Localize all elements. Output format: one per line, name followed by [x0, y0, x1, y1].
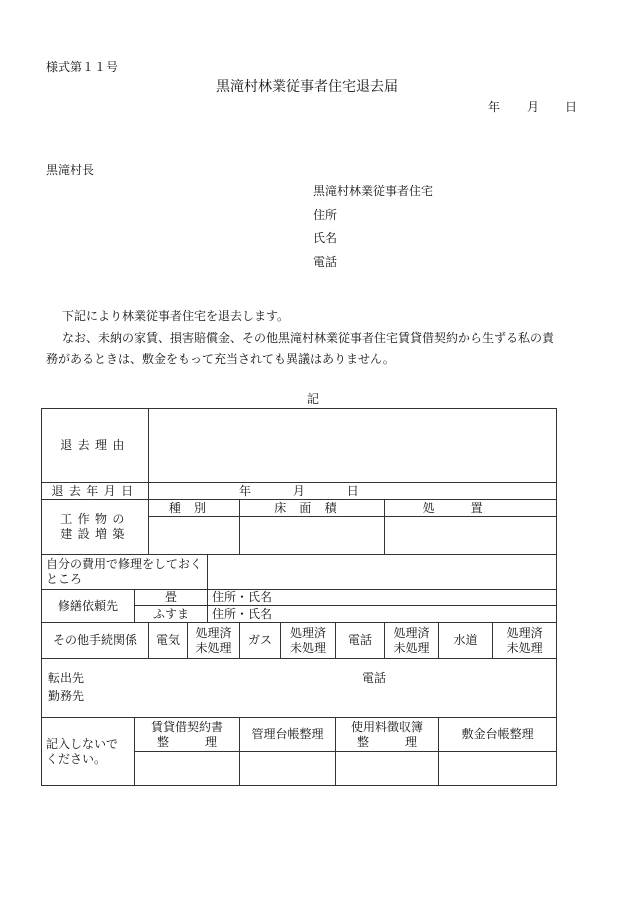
status-unprocessed: 未処理	[195, 640, 232, 655]
move-date-month: 月	[292, 483, 305, 498]
structure-label-cell	[42, 500, 149, 555]
body-line-3: 務があるときは、敷金をもって充当されても異議はありません。	[46, 352, 395, 366]
status-processed: 処理済	[290, 625, 327, 640]
fusuma-addr-label: 住所・氏名	[212, 606, 273, 621]
utility-electric-status[interactable]	[188, 623, 240, 659]
utility-phone-status[interactable]	[385, 623, 439, 659]
fusuma-addr-field[interactable]	[208, 606, 557, 623]
move-date-day: 日	[346, 483, 359, 498]
office-col3-b: 整 理	[357, 734, 418, 749]
status-processed: 処理済	[195, 625, 232, 640]
tatami-label: 畳	[165, 590, 178, 604]
forwarding-phone-label: 電話	[362, 671, 387, 685]
office-col2-header	[240, 718, 336, 752]
structure-label-1: 工作物の	[60, 512, 130, 526]
ki-label: 記	[307, 392, 320, 406]
workplace-label: 勤務先	[48, 689, 85, 703]
utility-gas-label: ガス	[248, 633, 273, 647]
repair-request-label-cell	[42, 590, 135, 623]
self-repair-label: 自分の費用で修理をしておくところ	[46, 557, 203, 586]
office-col1-field[interactable]	[135, 752, 240, 786]
office-col3-a: 使用料徴収簿	[351, 719, 424, 734]
move-date-label-cell	[42, 483, 149, 500]
utility-phone	[336, 623, 385, 659]
office-col2-field[interactable]	[240, 752, 336, 786]
office-col1-header	[135, 718, 240, 752]
move-date-label: 退去年月日	[51, 483, 139, 498]
applicant-address-label: 住所	[313, 208, 338, 222]
applicant-name-label: 氏名	[313, 231, 338, 245]
applicant-phone-label: 電話	[313, 255, 338, 269]
reason-field[interactable]	[149, 409, 557, 483]
col-disposal-label: 処置	[422, 500, 519, 515]
fusuma-cell	[135, 606, 208, 623]
applicant-housing: 黒滝村林業従事者住宅	[313, 184, 434, 198]
form-number: 様式第１１号	[46, 60, 119, 74]
col-type-label: 種別	[168, 500, 220, 515]
structure-disposal-field[interactable]	[385, 517, 557, 555]
office-use-label-1: 記入しないで	[46, 736, 119, 751]
self-repair-field[interactable]	[208, 555, 557, 590]
col-area-label: 床面積	[274, 500, 350, 515]
office-use-label-cell	[42, 718, 135, 786]
structure-label-2: 建設増築	[60, 527, 130, 541]
self-repair-label-cell	[42, 555, 208, 590]
addressee: 黒滝村長	[46, 163, 95, 177]
form-table	[41, 408, 557, 786]
fusuma-label: ふすま	[153, 606, 190, 621]
col-area-header	[240, 500, 385, 517]
office-col3-field[interactable]	[336, 752, 439, 786]
structure-area-field[interactable]	[240, 517, 385, 555]
office-col4: 敷金台帳整理	[461, 727, 534, 741]
office-col4-field[interactable]	[439, 752, 557, 786]
move-date-year: 年	[239, 483, 252, 498]
office-col3-header	[336, 718, 439, 752]
new-address-label: 転出先	[48, 671, 85, 685]
repair-request-label: 修繕依頼先	[57, 598, 118, 613]
reason-label-cell	[42, 409, 149, 483]
office-col1-b: 整 理	[157, 734, 218, 749]
office-col1-a: 賃貸借契約書	[151, 719, 224, 734]
date-day: 日	[565, 100, 578, 114]
utility-water-label: 水道	[453, 633, 478, 647]
utility-water-status[interactable]	[493, 623, 557, 659]
office-use-label-2: ください。	[46, 751, 107, 766]
office-col2: 管理台帳整理	[251, 727, 324, 741]
utility-gas-status[interactable]	[281, 623, 336, 659]
utility-phone-label: 電話	[348, 633, 373, 647]
body-line-1: 下記により林業従事者住宅を退去します。	[62, 309, 290, 323]
office-col4-header	[439, 718, 557, 752]
forwarding-cell[interactable]	[42, 659, 557, 718]
utility-electric	[149, 623, 188, 659]
status-processed: 処理済	[393, 625, 430, 640]
tatami-addr-label: 住所・氏名	[212, 590, 273, 604]
utility-water	[439, 623, 493, 659]
utility-electric-label: 電気	[156, 633, 181, 647]
structure-type-field[interactable]	[149, 517, 240, 555]
date-year: 年	[488, 100, 501, 114]
page-title: 黒滝村林業従事者住宅退去届	[216, 79, 398, 95]
col-disposal-header	[385, 500, 557, 517]
status-processed: 処理済	[506, 625, 543, 640]
reason-label: 退去理由	[60, 438, 130, 452]
other-proc-label-cell	[42, 623, 149, 659]
col-type-header	[149, 500, 240, 517]
tatami-addr-field[interactable]	[208, 590, 557, 606]
status-unprocessed: 未処理	[506, 640, 543, 655]
other-proc-label: その他手続関係	[53, 633, 138, 647]
date-month: 月	[527, 100, 540, 114]
move-date-field[interactable]	[149, 483, 557, 500]
utility-gas	[240, 623, 281, 659]
tatami-cell	[135, 590, 208, 606]
body-line-2: なお、未納の家賃、損害賠償金、その他黒滝村林業従事者住宅賃貸借契約から生ずる私の責	[62, 331, 555, 345]
status-unprocessed: 未処理	[393, 640, 430, 655]
status-unprocessed: 未処理	[290, 640, 327, 655]
